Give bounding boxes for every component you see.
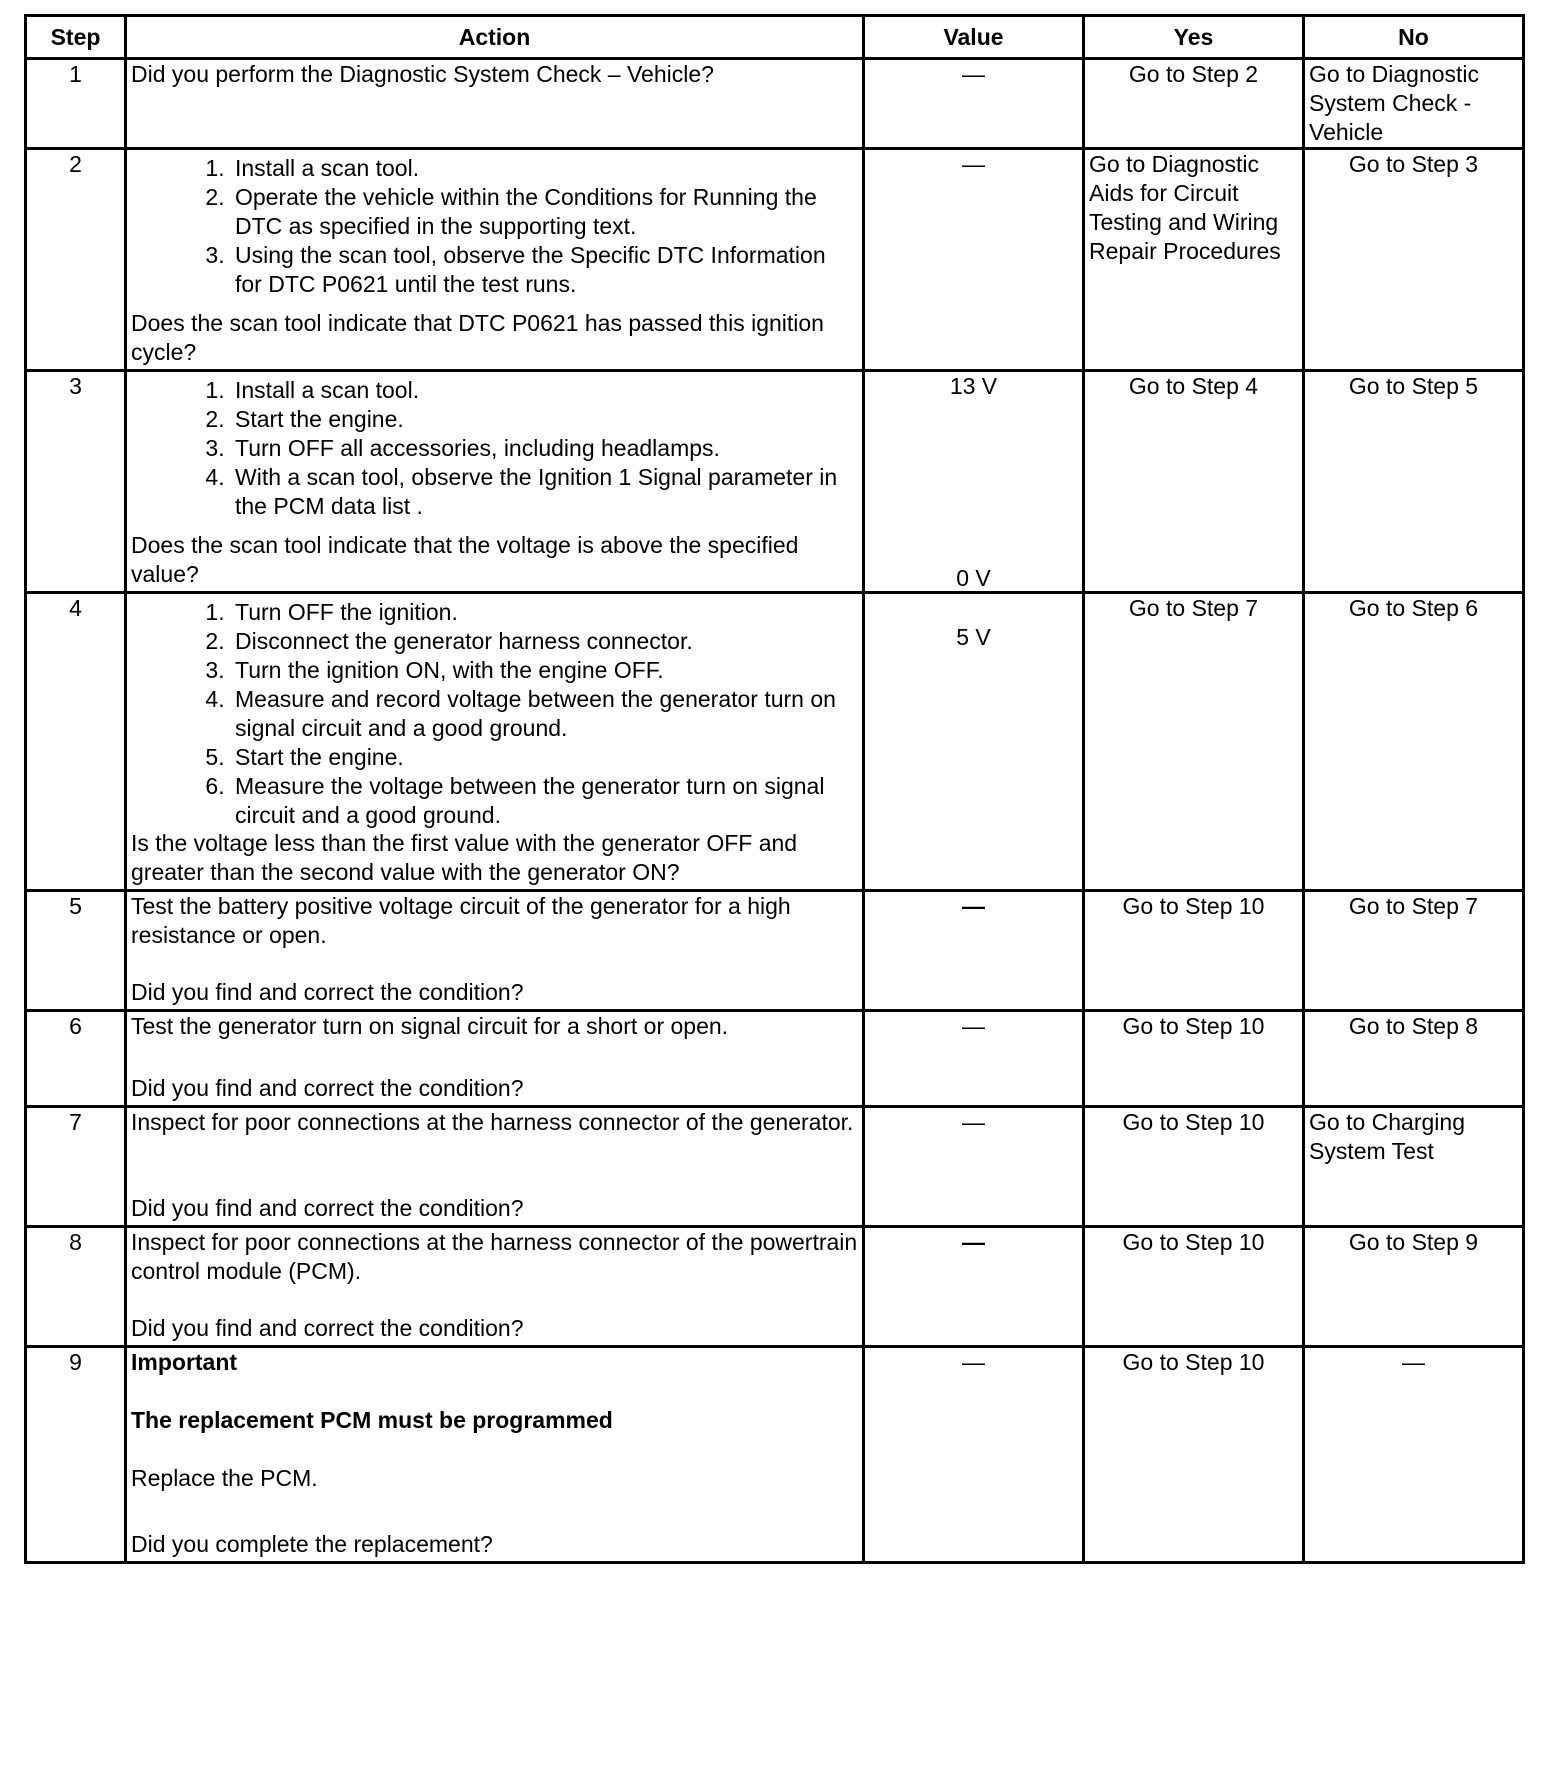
- value-cell: —: [864, 1011, 1084, 1107]
- procedure-list: [131, 154, 858, 299]
- yes-cell: Go to Step 10: [1084, 1107, 1304, 1227]
- table-row: [26, 149, 1524, 371]
- list-item: 1. Turn OFF the ignition.: [231, 598, 858, 627]
- question-text: Did you complete the replacement?: [131, 1531, 493, 1557]
- value-cell: —: [864, 1107, 1084, 1227]
- no-cell: Go to Diagnostic System Check - Vehicle: [1304, 59, 1524, 149]
- list-item: 3. Turn OFF all accessories, including headlamps.: [231, 434, 858, 463]
- action-text: Did you perform the Diagnostic System Check – Vehicle?: [126, 59, 864, 149]
- action-text: Inspect for poor connections at the harness connector of the generator.: [131, 1109, 854, 1135]
- no-cell: —: [1304, 1347, 1524, 1563]
- table-row: [26, 59, 1524, 149]
- list-item: 1. Install a scan tool.: [231, 376, 858, 405]
- value-cell: —: [864, 891, 1084, 1011]
- procedure-list: [131, 376, 858, 521]
- value-cell: —: [864, 149, 1084, 371]
- list-item: 5. Start the engine.: [231, 743, 858, 772]
- yes-cell: Go to Step 2: [1084, 59, 1304, 149]
- table-row: [26, 891, 1524, 1011]
- yes-cell: Go to Step 10: [1084, 891, 1304, 1011]
- list-item: 4. With a scan tool, observe the Ignition 1 Signal parameter in the PCM data list .: [231, 463, 858, 521]
- question-text: Did you find and correct the condition?: [131, 1075, 524, 1101]
- header-action: Action: [126, 16, 864, 59]
- yes-cell: Go to Step 10: [1084, 1011, 1304, 1107]
- step-number: 5: [26, 891, 126, 1011]
- header-step: Step: [26, 16, 126, 59]
- question-text: Does the scan tool indicate that DTC P0621 has passed this ignition cycle?: [131, 310, 824, 365]
- yes-cell: Go to Step 7: [1084, 593, 1304, 891]
- yes-cell: Go to Step 4: [1084, 371, 1304, 593]
- action-text: Test the generator turn on signal circuit for a short or open.: [131, 1013, 729, 1039]
- no-cell: Go to Step 8: [1304, 1011, 1524, 1107]
- action-cell: [126, 1347, 864, 1563]
- procedure-list: [131, 598, 858, 830]
- step-number: 1: [26, 59, 126, 149]
- action-cell: [126, 1227, 864, 1347]
- list-item: 2. Operate the vehicle within the Conditions for Running the DTC as specified in the supporting text.: [231, 183, 858, 241]
- step-number: 6: [26, 1011, 126, 1107]
- list-item: 3. Turn the ignition ON, with the engine OFF.: [231, 656, 858, 685]
- no-cell: Go to Charging System Test: [1304, 1107, 1524, 1227]
- yes-cell: Go to Step 10: [1084, 1227, 1304, 1347]
- step-number: 9: [26, 1347, 126, 1563]
- list-item: 2. Start the engine.: [231, 405, 858, 434]
- question-text: Did you find and correct the condition?: [131, 1315, 524, 1341]
- no-cell: Go to Step 3: [1304, 149, 1524, 371]
- header-value: Value: [864, 16, 1084, 59]
- step-number: 7: [26, 1107, 126, 1227]
- value-cell: —: [864, 59, 1084, 149]
- yes-cell: Go to Step 10: [1084, 1347, 1304, 1563]
- no-cell: Go to Step 5: [1304, 371, 1524, 593]
- table-row: [26, 593, 1524, 891]
- table-row: [26, 1347, 1524, 1563]
- yes-cell: Go to Diagnostic Aids for Circuit Testing and Wiring Repair Procedures: [1084, 149, 1304, 371]
- list-item: 4. Measure and record voltage between the generator turn on signal circuit and a good ground.: [231, 685, 858, 743]
- value-cell: [864, 565, 1084, 891]
- table-row: [26, 371, 1524, 593]
- value-first: 0 V: [956, 565, 991, 591]
- diagnostic-table: [24, 14, 1525, 1564]
- step-number: 4: [26, 593, 126, 891]
- step-number: 2: [26, 149, 126, 371]
- no-cell: Go to Step 9: [1304, 1227, 1524, 1347]
- action-text: Replace the PCM.: [131, 1465, 318, 1491]
- action-cell: [126, 371, 864, 593]
- no-cell: Go to Step 7: [1304, 891, 1524, 1011]
- list-item: 1. Install a scan tool.: [231, 154, 858, 183]
- action-cell: [126, 1011, 864, 1107]
- step-number: 8: [26, 1227, 126, 1347]
- table-row: [26, 1227, 1524, 1347]
- action-cell: [126, 593, 864, 891]
- step-number: 3: [26, 371, 126, 593]
- header-yes: Yes: [1084, 16, 1304, 59]
- question-text: Is the voltage less than the first value with the generator OFF and greater than the second value with the generator ON?: [131, 830, 798, 885]
- value-cell: —: [864, 1347, 1084, 1563]
- table-row: [26, 1011, 1524, 1107]
- important-text: The replacement PCM must be programmed: [131, 1407, 613, 1433]
- no-cell: Go to Step 6: [1304, 593, 1524, 891]
- action-cell: [126, 891, 864, 1011]
- table-row: [26, 1107, 1524, 1227]
- action-cell: [126, 1107, 864, 1227]
- action-text: Inspect for poor connections at the harness connector of the powertrain control module (PCM).: [131, 1229, 858, 1284]
- question-text: Does the scan tool indicate that the voltage is above the specified value?: [131, 532, 799, 587]
- value-cell: —: [864, 1227, 1084, 1347]
- header-no: No: [1304, 16, 1524, 59]
- header-row: [26, 16, 1524, 59]
- list-item: 6. Measure the voltage between the generator turn on signal circuit and a good ground.: [231, 772, 858, 830]
- question-text: Did you find and correct the condition?: [131, 979, 524, 1005]
- action-text: Test the battery positive voltage circuit of the generator for a high resistance or open.: [131, 893, 791, 948]
- value-second: 5 V: [956, 624, 991, 650]
- list-item: 3. Using the scan tool, observe the Specific DTC Information for DTC P0621 until the test runs.: [231, 241, 858, 299]
- action-cell: [126, 149, 864, 371]
- list-item: 2. Disconnect the generator harness connector.: [231, 627, 858, 656]
- question-text: Did you find and correct the condition?: [131, 1195, 524, 1221]
- value-cell: 13 V: [864, 371, 1084, 593]
- important-label: Important: [131, 1349, 238, 1375]
